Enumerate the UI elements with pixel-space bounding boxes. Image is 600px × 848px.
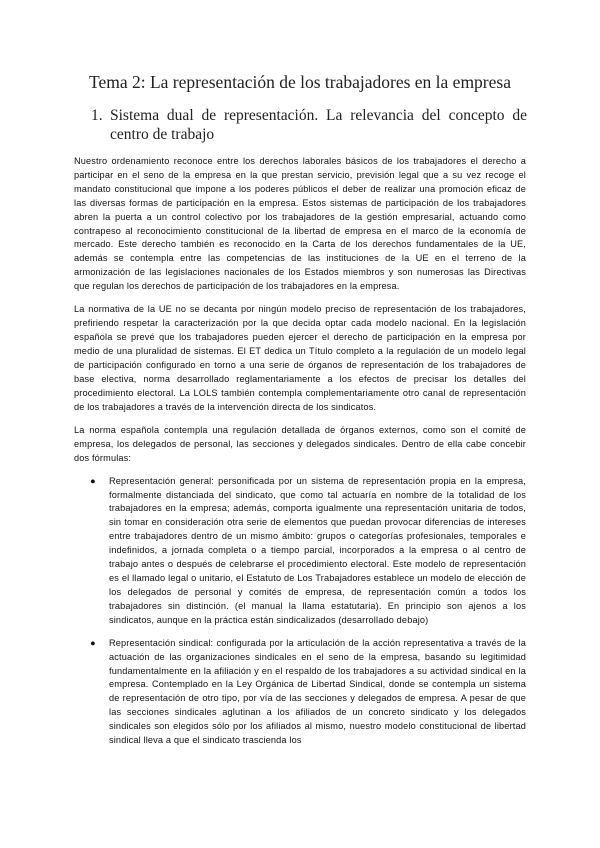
list-item-text: Representación general: personificada por un sistema de representación propia en la empresa, formalmente distanciada del sindicato, que como tal actuaría en nombre de la totalidad de los trabajadores en la empresa; además, comporta igualmente una representación unitaria de todos, sin tomar en consideración otra serie de elementos que puedan provocar diferencias de intereses entre trabajadores dentro de un mismo ámbito: grupos o categorías profesionales, temporales e indefinidos, a jornada completa o a tiempo parcial, incorporados a la empresa o al centro de trabajo antes o después de celebrarse el procedimiento electoral. Este modelo de representación es el llamado legal o unitario, el Estatuto de Los Trabajadores establece un modelo de elección de los delegados de personal y comités de empresa, de representación común a todos los trabajadores sin distinción. (el manual la llama estatutaria). En principio son ajenos a los sindicatos, aunque en la práctica están sindicalizados (desarrollado debajo)	[109, 475, 526, 625]
document-title: Tema 2: La representación de los trabajadores en la empresa	[89, 72, 511, 92]
section-number: 1.	[91, 107, 103, 124]
paragraph: La norma española contempla una regulación detallada de órganos externos, como son el comité de empresa, los delegados de personal, las secciones y delegados sindicales. Dentro de ella cabe concebir dos fórmulas:	[74, 424, 526, 463]
bullet-list	[74, 475, 526, 748]
bullet-icon: ●	[90, 637, 96, 648]
list-item	[74, 637, 526, 748]
list-item	[74, 475, 526, 628]
paragraph: La normativa de la UE no se decanta por ningún modelo preciso de representación de los trabajadores, prefiriendo respetar la caracterización por la que decida optar cada modelo nacional. En la legislación española se prevé que los trabajadores pueden ejercer el derecho de participación en la empresa por medio de una pluralidad de sistemas. El ET dedica un Título completo a la regulación de un modelo legal de participación configurado en torno a una serie de órganos de representación de los trabajadores de base electiva, norma desarrollado reglamentariamente a los efectos de precisar los detalles del procedimiento electoral. La LOLS también contempla complementariamente otro canal de representación de los trabajadores a través de la intervención directa de los sindicatos.	[74, 304, 526, 412]
list-item-text: Representación sindical: configurada por la articulación de la acción representativa a través de la actuación de las organizaciones sindicales en el seno de la empresa, basando su legitimidad fundamentalmente en la afiliación y en el respaldo de los trabajadores a su actividad sindical en la empresa. Contemplado en la Ley Orgánica de Libertad Sindical, donde se contempla un sistema de representación de otro tipo, por vía de las secciones y delegados de empresa. A pesar de que las secciones sindicales aglutinan a los afiliados de un concreto sindicato y los delegados sindicales son elegidos sólo por los afiliados al mismo, nuestro modelo constitucional de libertad sindical lleva a que el sindicato trascienda los	[109, 637, 526, 746]
bullet-icon: ●	[90, 475, 96, 486]
paragraph: Nuestro ordenamiento reconoce entre los derechos laborales básicos de los trabajadores el derecho a participar en el seno de la empresa en la que prestan servicio, previsión legal que a su vez recoge el mandato constitucional que impone a los poderes públicos el deber de realizar una promoción eficaz de las diversas formas de participación en la empresa. Estos sistemas de participación de los trabajadores abren la puerta a un control colectivo por los trabajadores de la gestión empresarial, actuando como contrapeso al reconocimiento constitucional de la libertad de empresa en el marco de la economía de mercado. Este derecho también es reconocido en la Carta de los derechos fundamentales de la UE, además se contempla entre las competencias de las instituciones de la UE en el terreno de la armonización de las legislaciones nacionales de los Estados miembros y son numerosas las Directivas que regulan los derechos de participación de los trabajadores en la empresa.	[74, 156, 526, 292]
section-heading	[91, 107, 527, 144]
section-heading-text: Sistema dual de representación. La relevancia del concepto de centro de trabajo	[110, 107, 527, 143]
document-body	[74, 155, 526, 757]
